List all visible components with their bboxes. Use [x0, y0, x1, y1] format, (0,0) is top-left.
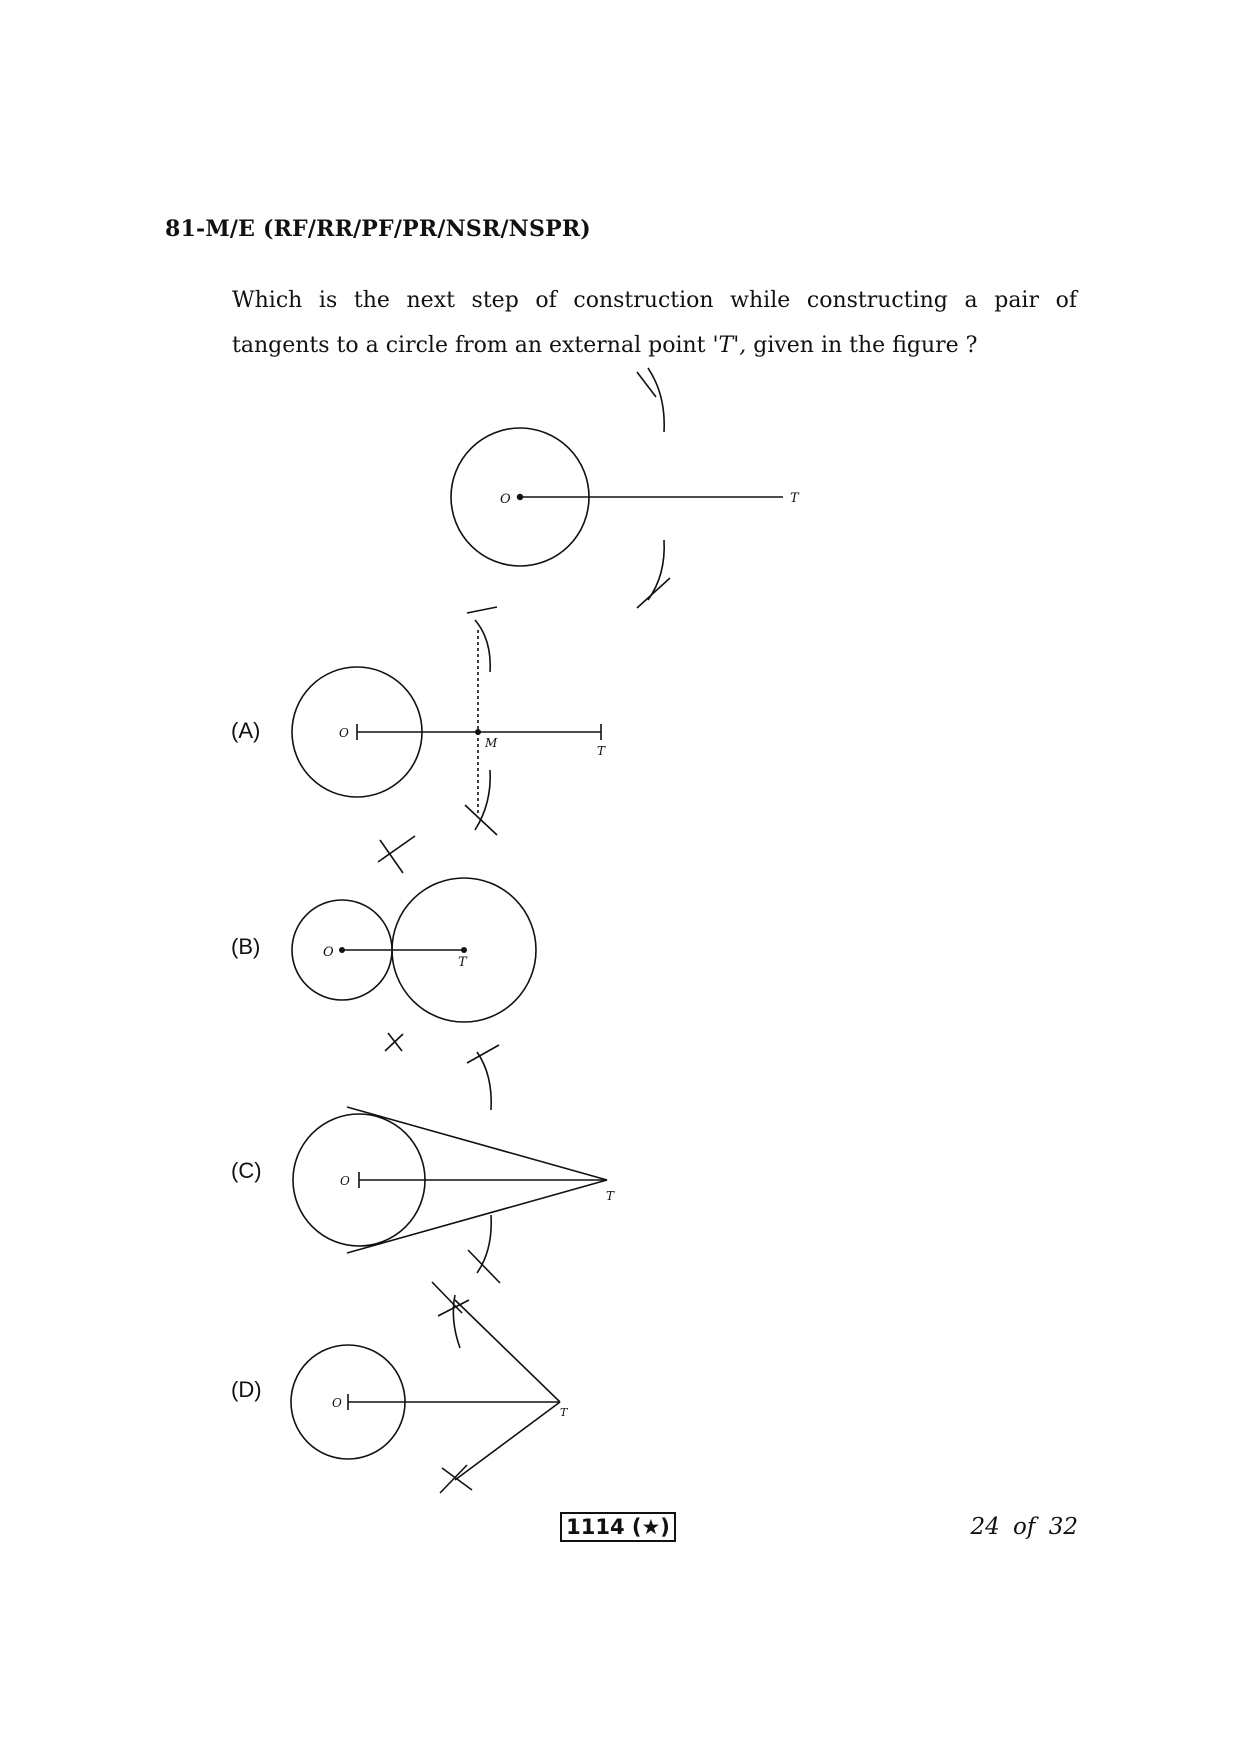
- option-c-center-label: O: [340, 1174, 350, 1188]
- option-a-upper-cross: [467, 607, 497, 613]
- option-d-line-lower: [455, 1402, 560, 1480]
- option-b-label: (B): [231, 934, 261, 959]
- given-upper-arc: [648, 368, 664, 432]
- question-word: construction: [573, 288, 714, 313]
- question-word: is: [318, 288, 338, 313]
- option-d-figure: [291, 1282, 569, 1493]
- option-b-figure: [292, 836, 536, 1051]
- question-word: a: [964, 288, 978, 313]
- option-b-upper-cross-b: [378, 836, 415, 862]
- option-b-center-label: O: [323, 945, 334, 960]
- option-a-figure: [292, 607, 606, 835]
- question-word: of: [1055, 288, 1077, 313]
- option-c-lower-arc: [477, 1215, 491, 1273]
- option-a-center-label: O: [339, 726, 349, 740]
- option-c-tangent-upper: [347, 1107, 607, 1180]
- option-c-upper-cross: [467, 1045, 499, 1063]
- option-b-upper-cross-a: [380, 840, 403, 873]
- question-word: of: [535, 288, 557, 313]
- question-text-before: tangents to a circle from an external point: [232, 333, 713, 358]
- option-a-upper-arc: [475, 620, 490, 672]
- option-c-point-label: T: [606, 1189, 615, 1203]
- given-lower-cross: [637, 578, 670, 608]
- option-d-upper-cross-a: [432, 1282, 462, 1313]
- option-d-line-upper: [455, 1300, 560, 1402]
- option-c-label: (C): [231, 1158, 262, 1183]
- option-c-figure: [293, 1045, 615, 1283]
- question-word: pair: [994, 288, 1039, 313]
- paper-code-box: 1114 (★): [560, 1512, 676, 1542]
- question-word: next: [406, 288, 455, 313]
- given-figure: [451, 368, 800, 608]
- given-center-label: O: [500, 492, 511, 507]
- option-a-mid-label: M: [485, 736, 498, 750]
- option-d-point-label: T: [560, 1406, 568, 1419]
- option-c-tangent-lower: [347, 1180, 607, 1253]
- option-b-point-label: T: [458, 955, 467, 970]
- question-word: constructing: [806, 288, 948, 313]
- option-d-center-label: O: [332, 1396, 342, 1410]
- option-c-upper-arc: [477, 1052, 491, 1110]
- question-word: while: [730, 288, 791, 313]
- external-point-name: 'T',: [712, 333, 747, 358]
- question-word: step: [471, 288, 519, 313]
- page-number: 24 of 32: [970, 1514, 1078, 1540]
- paper-code-header: 81-M/E (RF/RR/PF/PR/NSR/NSPR): [165, 216, 591, 242]
- option-a-point-label: T: [597, 744, 606, 758]
- question-word: Which: [232, 288, 303, 313]
- option-c-lower-cross: [468, 1250, 500, 1283]
- option-a-lower-cross: [465, 805, 497, 835]
- given-point-label: T: [790, 491, 799, 506]
- option-d-label: (D): [231, 1377, 262, 1402]
- option-a-label: (A): [231, 718, 261, 743]
- question-text-after: given in the figure ?: [746, 333, 978, 358]
- question-word: the: [353, 288, 390, 313]
